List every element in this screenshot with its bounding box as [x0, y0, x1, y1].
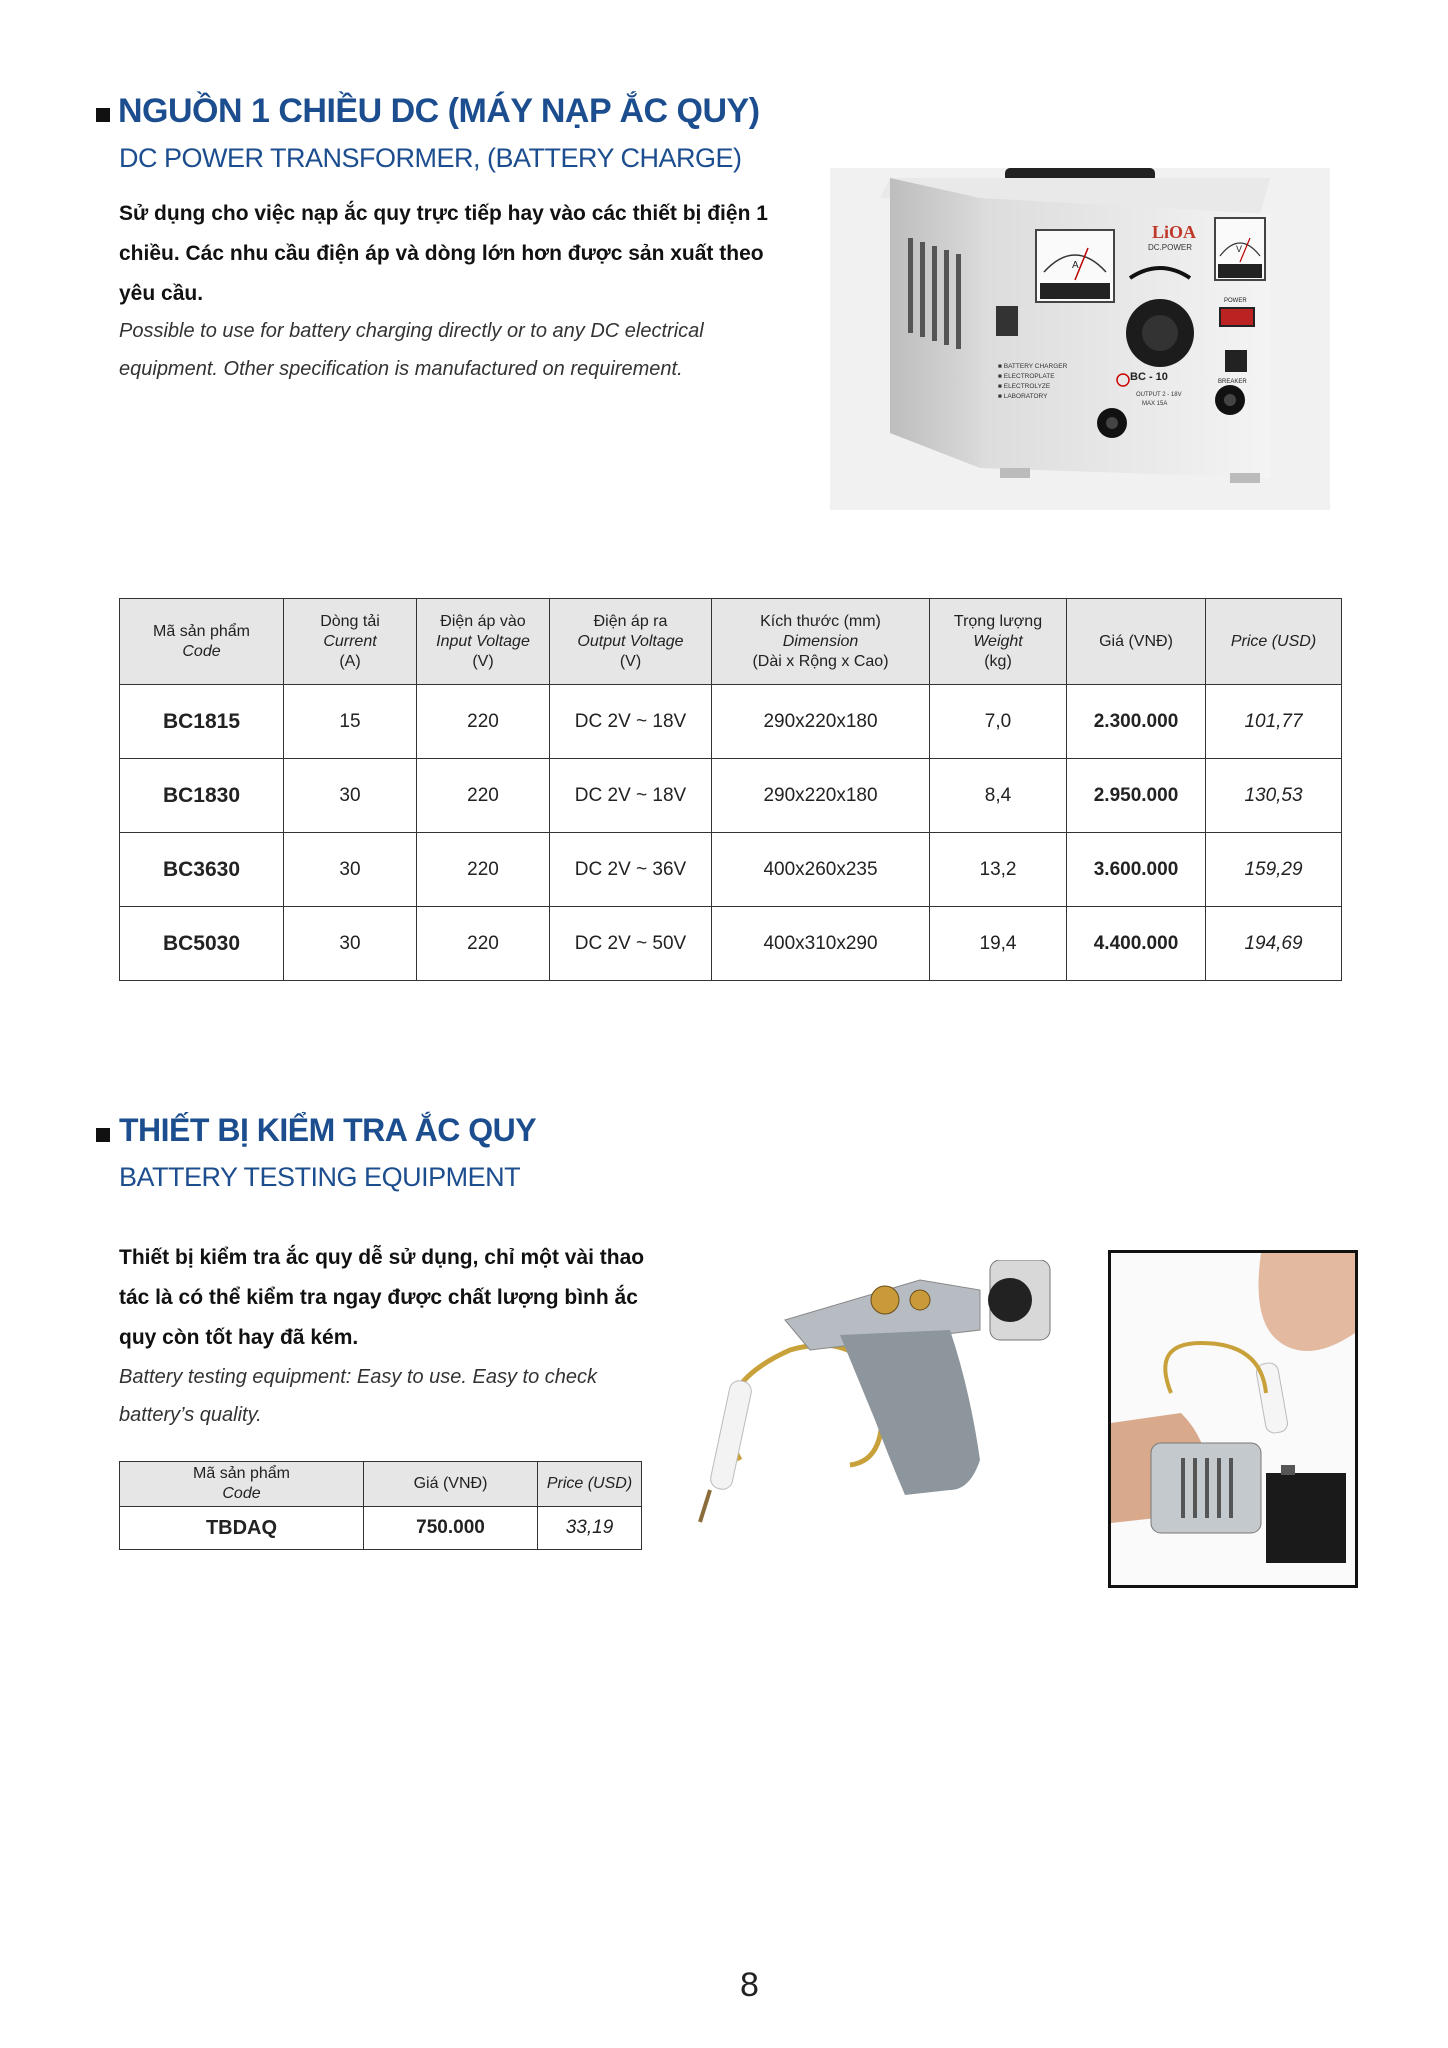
header-output-voltage: Điện áp ra Output Voltage (V): [550, 599, 712, 685]
meter-v-label: V: [1236, 244, 1243, 254]
header-price-vnd: Giá (VNĐ): [364, 1462, 538, 1507]
header-code: Mã sản phẩm Code: [120, 1462, 364, 1507]
table-row: BC1830 30 220 DC 2V ~ 18V 290x220x180 8,4 2.950.000 130,53: [120, 759, 1342, 833]
header-input-voltage: Điện áp vào Input Voltage (V): [417, 599, 550, 685]
svg-text:DC.POWER: DC.POWER: [1148, 243, 1192, 252]
battery-charger-illustration: [830, 168, 1330, 510]
section2-title-en: BATTERY TESTING EQUIPMENT: [119, 1162, 521, 1192]
svg-text:MAX 15A: MAX 15A: [1142, 401, 1168, 407]
section2-title-vn: THIẾT BỊ KIỂM TRA ẮC QUY: [119, 1112, 537, 1148]
battery-tester-usage-photo: [1108, 1250, 1358, 1588]
battery-tester-illustration: [680, 1260, 1080, 1560]
tester-usage-illustration: [1111, 1253, 1355, 1585]
section1-title-vn: NGUỒN 1 CHIỀU DC (MÁY NẠP ẮC QUY): [118, 92, 760, 130]
table-header-row: [120, 1462, 642, 1507]
header-current: Dòng tải Current (A): [284, 599, 417, 685]
table-row: BC1815 15 220 DC 2V ~ 18V 290x220x180 7,0 2.300.000 101,77: [120, 685, 1342, 759]
svg-text:BREAKER: BREAKER: [1218, 379, 1247, 385]
table-row: TBDAQ 750.000 33,19: [120, 1507, 642, 1550]
header-code: Mã sản phẩm Code: [120, 599, 284, 685]
tester-price-table: [119, 1461, 642, 1550]
battery-charger-image: [830, 168, 1330, 510]
table-row: BC3630 30 220 DC 2V ~ 36V 400x260x235 13,2 3.600.000 159,29: [120, 833, 1342, 907]
svg-text:BC - 10: BC - 10: [1130, 371, 1168, 383]
svg-text:■ BATTERY CHARGER: ■ BATTERY CHARGER: [998, 363, 1068, 370]
brand-logo: LiOA: [1152, 222, 1197, 242]
section2-description-en: Battery testing equipment: Easy to use. Easy to check battery’s quality.: [119, 1366, 598, 1426]
table-row: BC5030 30 220 DC 2V ~ 50V 400x310x290 19,4 4.400.000 194,69: [120, 907, 1342, 981]
svg-text:■ ELECTROPLATE: ■ ELECTROPLATE: [998, 373, 1055, 380]
svg-text:■ LABORATORY: ■ LABORATORY: [998, 393, 1048, 400]
section1-description-vn: Sử dụng cho việc nạp ắc quy trực tiếp hay vào các thiết bị điện 1 chiều. Các nhu cầu điện áp và dòng lớn hơn được sản xuất theo yêu cầu.: [119, 202, 768, 305]
meter-a-label: A: [1072, 260, 1079, 271]
table-header-row: [120, 599, 1342, 685]
header-dimension: Kích thước (mm) Dimension (Dài x Rộng x Cao): [712, 599, 930, 685]
header-price-usd: Price (USD): [538, 1462, 642, 1507]
page-number: 8: [740, 1966, 759, 2004]
section1-description-en: Possible to use for battery charging directly or to any DC electrical equipment. Other specification is manufactured on requirement.: [119, 320, 704, 380]
svg-text:■ ELECTROLYZE: ■ ELECTROLYZE: [998, 383, 1051, 390]
header-price-usd: Price (USD): [1206, 599, 1342, 685]
svg-text:POWER: POWER: [1224, 298, 1247, 304]
battery-tester-image: [680, 1260, 1080, 1560]
section-bullet: [96, 108, 110, 122]
charger-spec-table: [119, 598, 1342, 981]
section1-title-en: DC POWER TRANSFORMER, (BATTERY CHARGE): [119, 143, 742, 173]
header-weight: Trọng lượng Weight (kg): [930, 599, 1067, 685]
svg-text:OUTPUT 2 - 18V: OUTPUT 2 - 18V: [1136, 392, 1182, 398]
header-price-vnd: Giá (VNĐ): [1067, 599, 1206, 685]
section-bullet: [96, 1128, 110, 1142]
section2-description-vn: Thiết bị kiểm tra ắc quy dễ sử dụng, chỉ một vài thao tác là có thể kiểm tra ngay được chất lượng bình ắc quy còn tốt hay đã kém.: [119, 1246, 645, 1349]
